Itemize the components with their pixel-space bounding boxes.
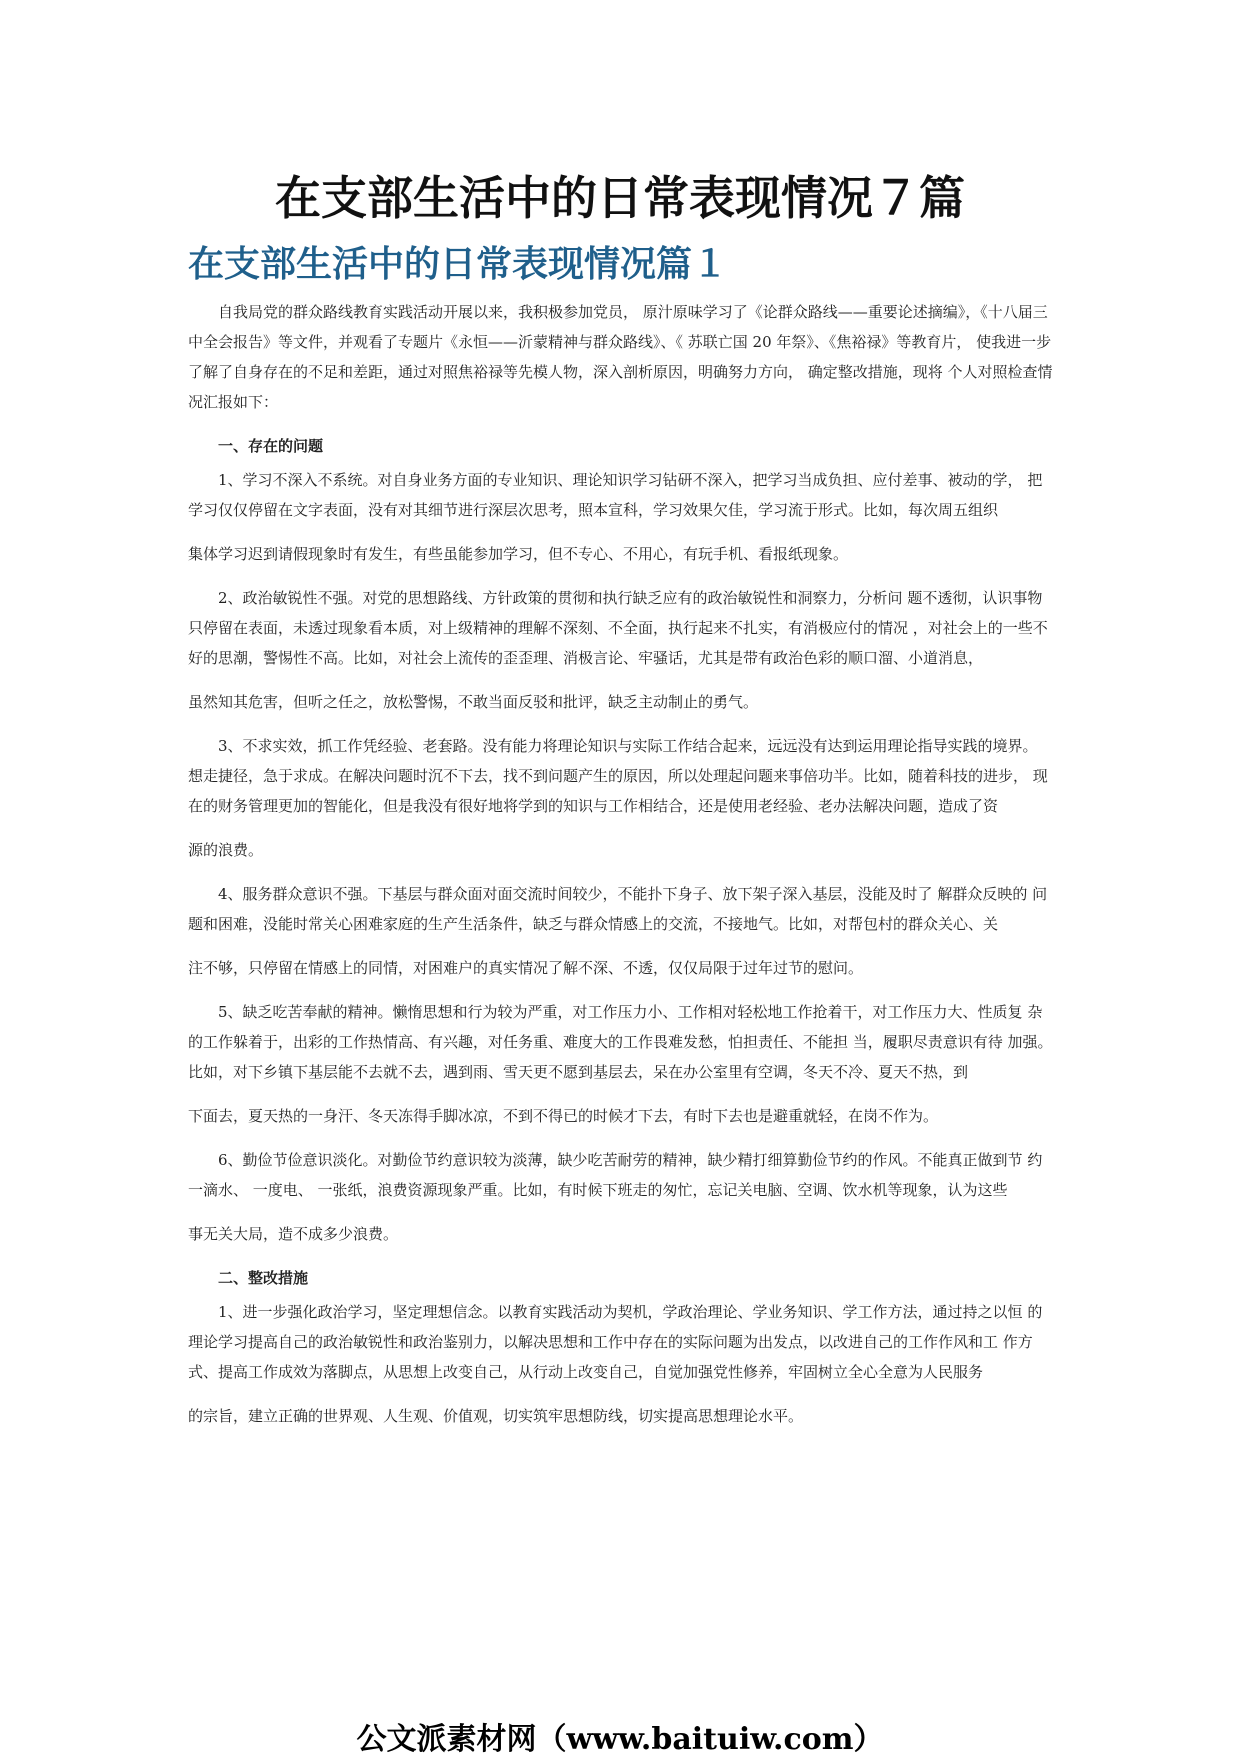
problems-heading: 一、存在的问题 bbox=[218, 437, 324, 455]
paragraph-3: 3、不求实效，抓工作凭经验、老套路。没有能力将理论知识与实际工作结合起来，远远没有达到运用理论指导实践的境界。 想走捷径，急于求成。在解决问题时沉不下去，找不到问题产生的原因，所以处理起问题来事倍功半。比如，随着科技的进步， 现在的财务管理更加的智能化，但是我没有很好地将学到的知识与工作相结合，还是使用老经验、老办法解决问题，造成了资 bbox=[188, 737, 1048, 815]
paragraph-2-cont: 虽然知其危害，但听之任之，放松警惕，不敢当面反驳和批评，缺乏主动制止的勇气。 bbox=[188, 693, 759, 711]
measure-1-cont: 的宗旨，建立正确的世界观、人生观、价值观，切实筑牢思想防线，切实提高思想理论水平。 bbox=[188, 1407, 804, 1425]
section-heading: 在支部生活中的日常表现情况篇１ bbox=[188, 243, 729, 285]
document-title: 在支部生活中的日常表现情况７篇 bbox=[275, 171, 965, 225]
paragraph-1: 1、学习不深入不系统。对自身业务方面的专业知识、理论知识学习钻研不深入，把学习当成负担、应付差事、被动的学， 把学习仅仅停留在文字表面，没有对其细节进行深层次思考，照本宣科，学习效果欠佳，学习流于形式。比如，每次周五组织 bbox=[188, 471, 1043, 519]
paragraph-6: 6、勤俭节俭意识淡化。对勤俭节约意识较为淡薄，缺少吃苦耐劳的精神，缺少精打细算勤俭节约的作风。不能真正做到节 约一滴水、 一度电、 一张纸，浪费资源现象严重。比如，有时候下班走的匆忙，忘记关电脑、空调、饮水机等现象，认为这些 bbox=[188, 1151, 1043, 1199]
document-body bbox=[188, 297, 1054, 1431]
intro-paragraph: 自我局党的群众路线教育实践活动开展以来，我积极参加党员， 原汁原味学习了《论群众路线——重要论述摘编》，《十八届三中全会报告》等文件，并观看了专题片《永恒——沂蒙精神与群众路线》、《 苏联亡国 20 年祭》、《焦裕禄》等教育片， 使我进一步了解了自身存在的不足和差距，通过对照焦裕禄等先模人物，深入剖析原因，明确努力方向， 确定整改措施，现将 个人对照检查情况汇报如下： bbox=[188, 303, 1053, 411]
paragraph-1-cont: 集体学习迟到请假现象时有发生，有些虽能参加学习，但不专心、不用心，有玩手机、看报纸现象。 bbox=[188, 545, 849, 563]
paragraph-5: 5、缺乏吃苦奉献的精神。懒惰思想和行为较为严重，对工作压力小、工作相对轻松地工作抢着干，对工作压力大、性质复 杂的工作躲着于，出彩的工作热情高、有兴趣，对任务重、难度大的工作畏难发愁，怕担责任、不能担 当，履职尽责意识有待 加强。比如，对下乡镇下基层能不去就不去，遇到雨、雪天更不愿到基层去，呆在办公室里有空调，冬天不冷、夏天不热，到 bbox=[188, 1003, 1053, 1081]
paragraph-3-cont: 源的浪费。 bbox=[188, 841, 264, 859]
measures-heading: 二、整改措施 bbox=[218, 1269, 309, 1287]
paragraph-4: 4、服务群众意识不强。下基层与群众面对面交流时间较少，不能扑下身子、放下架子深入基层，没能及时了 解群众反映的 问题和困难，没能时常关心困难家庭的生产生活条件，缺乏与群众情感上的交流，不接地气。比如，对帮包村的群众关心、关 bbox=[188, 885, 1048, 933]
paragraph-4-cont: 注不够，只停留在情感上的同情，对困难户的真实情况了解不深、不透，仅仅局限于过年过节的慰问。 bbox=[188, 959, 864, 977]
footer-watermark: 公文派素材网（www.baituiw.com） bbox=[356, 1722, 884, 1757]
measure-1: 1、进一步强化政治学习，坚定理想信念。以教育实践活动为契机，学政治理论、学业务知识、学工作方法，通过持之以恒 的理论学习提高自己的政治敏锐性和政治鉴别力，以解决思想和工作中存在的实际问题为出发点，以改进自己的工作作风和工 作方式、提高工作成效为落脚点，从思想上改变自己，从行动上改变自己，自觉加强党性修养，牢固树立全心全意为人民服务 bbox=[188, 1303, 1043, 1381]
paragraph-5-cont: 下面去，夏天热的一身汗、冬天冻得手脚冰凉，不到不得已的时候才下去，有时下去也是避重就轻，在岗不作为。 bbox=[188, 1107, 939, 1125]
paragraph-2: 2、政治敏锐性不强。对党的思想路线、方针政策的贯彻和执行缺乏应有的政治敏锐性和洞察力，分析问 题不透彻，认识事物只停留在表面，未透过现象看本质，对上级精神的理解不深刻、不全面，执行起来不扎实，有消极应付的情况 ，对社会上的一些不好的思潮，警惕性不高。比如，对社会上流传的歪歪理、消极言论、牢骚话，尤其是带有政治色彩的顺口溜、小道消息， bbox=[188, 589, 1048, 667]
paragraph-6-cont: 事无关大局，造不成多少浪费。 bbox=[188, 1225, 399, 1243]
